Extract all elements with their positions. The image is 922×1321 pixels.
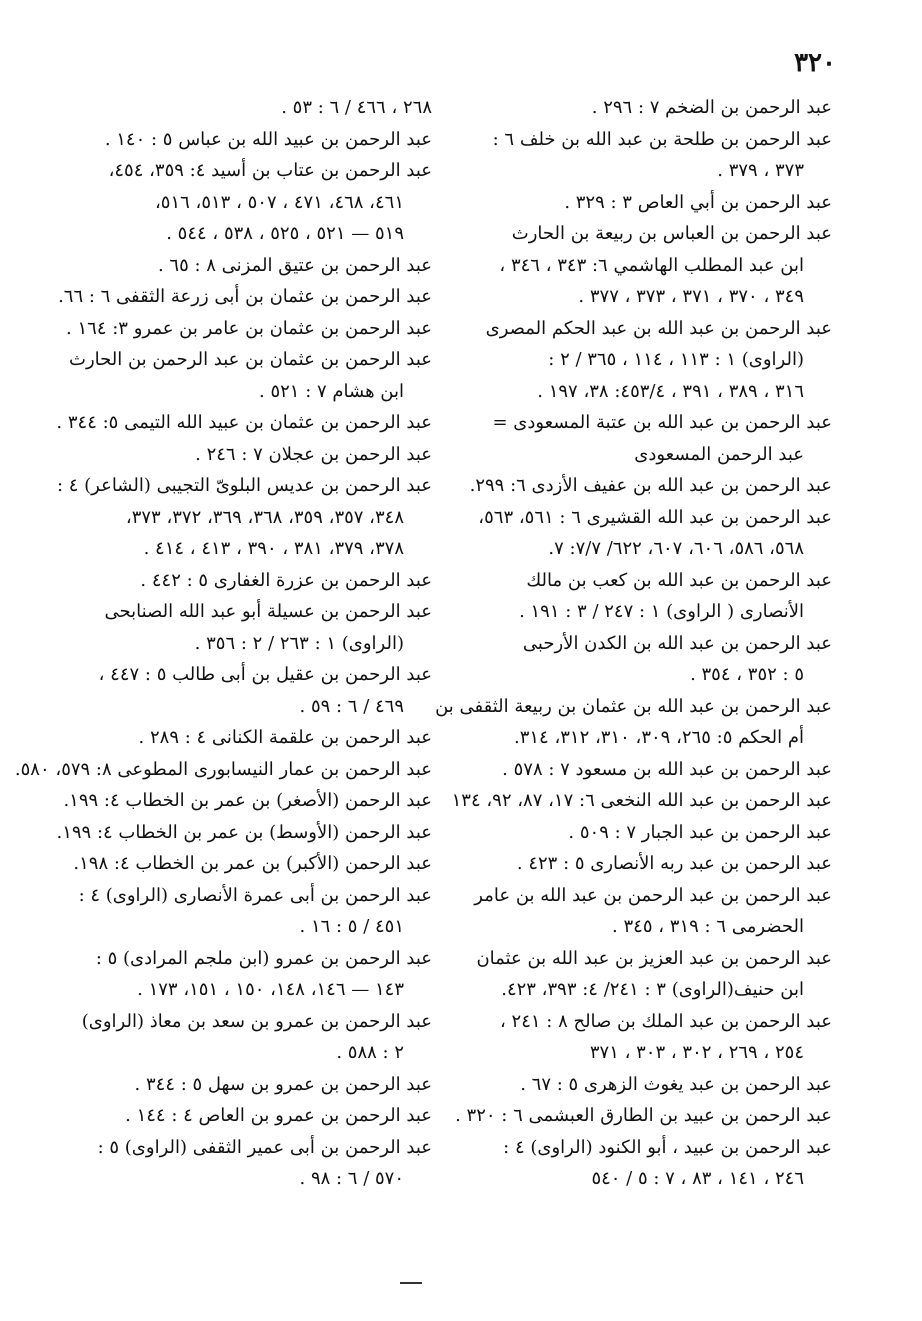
entry-line: عبد الرحمن بن عبد الله بن الكدن الأرحبى: [522, 632, 832, 654]
entry-continuation-line: ابن حنيف(الراوى) ٣ : ٢٤١/ ٤: ٣٩٣، ٤٢٣.: [501, 979, 804, 1000]
index-entry: [435, 691, 832, 754]
entry-line: عبد الرحمن بن عمرو بن سعد بن معاذ (الراوى): [81, 1010, 432, 1032]
index-entry: [464, 313, 832, 408]
entry-line: عبد الرحمن بن عبيد الله بن عباس ٥ : ١٤٠ .: [104, 128, 432, 150]
entry-line: عبد الرحمن (الأوسط) بن عمر بن الخطاب ٤: ١٩٩.: [56, 821, 432, 843]
entry-line: عبد الرحمن بن الضخم ٧ : ٢٩٦ .: [591, 97, 832, 118]
index-entry: [64, 1132, 432, 1195]
index-entry: [464, 124, 832, 187]
index-entry: [64, 1006, 432, 1069]
index-entry: [64, 848, 432, 880]
entry-continuation-line: ٥٦٨، ٥٨٦، ٦٠٦، ٦٠٧، ٦٢٢/ ٧/٧: ٧.: [548, 538, 804, 559]
index-entry: [64, 659, 432, 722]
index-entry: [464, 754, 832, 786]
index-entry: [64, 155, 432, 250]
entry-line: عبد الرحمن بن عمرو (ابن ملجم المرادى) ٥ :: [95, 947, 432, 969]
index-entry: [56, 817, 432, 849]
entry-continuation-line: ٣٤٩ ، ٣٧٠ ، ٣٧١ ، ٣٧٣ ، ٣٧٧ .: [578, 286, 804, 307]
index-entry: [464, 218, 832, 313]
index-entry: [14, 754, 432, 786]
index-entry: [64, 92, 432, 124]
entry-continuation-line: ٣٧٣ ، ٣٧٩ .: [717, 160, 804, 181]
index-entry: [464, 502, 832, 565]
entry-line: عبد الرحمن بن العباس بن ربيعة بن الحارث: [511, 223, 832, 244]
index-entry: [64, 943, 432, 1006]
entry-line: عبد الرحمن بن عبيد بن الطارق العبشمى ٦ : ٣٢٠ .: [455, 1105, 832, 1126]
entry-continuation-line: ٤٥١ / ٥ : ١٦ .: [299, 916, 404, 937]
entry-line: عبد الرحمن بن عبد الله بن عفيف الأزدى ٦: ٢٩٩.: [469, 475, 832, 496]
entry-continuation-line: الأنصارى ( الراوى) ١ : ٢٤٧ / ٣ : ١٩١ .: [519, 601, 804, 622]
entry-line: عبد الرحمن بن عتيق المزنى ٨ : ٦٥ .: [157, 254, 432, 276]
index-entry: [64, 596, 432, 659]
entry-continuation-line: ٤٦٩ / ٦ : ٥٩ .: [299, 695, 404, 717]
index-entry: [464, 470, 832, 502]
entry-line: عبد الرحمن بن عبد الجبار ٧ : ٥٠٩ .: [568, 821, 832, 843]
left-column: [14, 92, 432, 1195]
entry-line: عبد الرحمن بن عبد الله بن عتبة المسعودى =: [492, 412, 832, 433]
entry-continuation-line: ٣١٦ ، ٣٨٩ ، ٣٩١ ، ٤٥٣/٤: ٣٨، ١٩٧ .: [537, 380, 804, 402]
entry-continuation-line: ١٤٣ — ١٤٦، ١٤٨، ١٥٠ ، ١٥١، ١٧٣ .: [137, 979, 404, 1000]
index-entry: [64, 1069, 432, 1101]
entry-line: عبد الرحمن بن عديس البلوىّ التجيبى (الشاعر) ٤ :: [56, 475, 432, 496]
index-entry: [464, 628, 832, 691]
index-entry: [64, 880, 432, 943]
index-entry: [464, 880, 832, 943]
entry-continuation-line: ٤٦١، ٤٦٨، ٤٧١ ، ٥٠٧ ، ٥١٣، ٥١٦،: [154, 191, 404, 213]
index-entry: [64, 439, 432, 471]
right-column: [435, 92, 832, 1195]
entry-continuation-line: أم الحكم ٥: ٢٦٥، ٣٠٩، ٣١٠، ٣١٢، ٣١٤.: [513, 727, 804, 748]
index-entry: [56, 470, 432, 565]
entry-line: عبد الرحمن بن عبد الله بن عثمان بن ربيعة الثقفى بن: [435, 695, 832, 717]
entry-continuation-line: ٢ : ٥٨٨ .: [336, 1042, 404, 1063]
entry-line: عبد الرحمن بن عبد الملك بن صالح ٨ : ٢٤١ ،: [500, 1010, 832, 1032]
index-entry: [464, 92, 832, 124]
entry-line: عبد الرحمن (الأصغر) بن عمر بن الخطاب ٤: ١٩٩.: [63, 790, 432, 811]
entry-continuation-line: (الراوى) ١ : ١١٣ ، ١١٤ ، ٣٦٥ / ٢ :: [548, 349, 804, 370]
entry-continuation-line: ٣٤٨، ٣٥٧، ٣٥٩، ٣٦٨، ٣٦٩، ٣٧٢، ٣٧٣،: [125, 506, 404, 528]
entry-line: عبد الرحمن بن عسيلة أبو عبد الله الصنابحى: [104, 601, 432, 622]
index-entry: [464, 943, 832, 1006]
index-entry: [451, 785, 832, 817]
entry-line: عبد الرحمن بن أبى عمرة الأنصارى (الراوى) ٤ :: [78, 884, 432, 906]
entry-continuation-line: الحضرمى ٦ : ٣١٩ ، ٣٤٥ .: [612, 916, 804, 937]
index-entry: [64, 313, 432, 345]
index-entry: [64, 565, 432, 597]
entry-continuation-line: عبد الرحمن المسعودى: [634, 443, 804, 465]
entry-continuation-line: (الراوى) ١ : ٢٦٣ / ٢ : ٣٥٦ .: [194, 632, 404, 654]
index-entry: [64, 250, 432, 282]
index-entry: [464, 1006, 832, 1069]
entry-line: عبد الرحمن بن عمار النيسابورى المطوعى ٨: ٥٧٩، ٥٨٠.: [14, 758, 432, 780]
entry-line: عبد الرحمن بن عبد العزيز بن عبد الله بن عثمان: [476, 947, 832, 969]
entry-line: عبد الرحمن بن عمرو بن سهل ٥ : ٣٤٤ .: [134, 1073, 432, 1095]
entry-line: عبد الرحمن بن عمرو بن العاص ٤ : ١٤٤ .: [125, 1105, 432, 1126]
entry-line: عبد الرحمن بن عبد الله بن عبد الحكم المصرى: [485, 317, 832, 339]
entry-continuation-line: ٥١٩ — ٥٢١ ، ٥٢٥ ، ٥٣٨ ، ٥٤٤ .: [166, 223, 404, 244]
entry-line: ٢٦٨ ، ٤٦٦ / ٦ : ٥٣ .: [281, 97, 432, 118]
entry-line: عبد الرحمن بن عبد الرحمن بن عبد الله بن عامر: [474, 884, 832, 906]
index-entry: [464, 848, 832, 880]
entry-line: عبد الرحمن بن عبد الله القشيرى ٦ : ٥٦١، ٥٦٣،: [478, 506, 832, 528]
index-entry: [464, 1069, 832, 1101]
index-entry: [64, 124, 432, 156]
entry-line: عبد الرحمن بن عقيل بن أبى طالب ٥ : ٤٤٧ ،: [98, 664, 432, 685]
entry-line: عبد الرحمن بن عثمان بن أبى زرعة الثقفى ٦ : ٦٦.: [58, 286, 432, 307]
entry-line: عبد الرحمن بن عبد ربه الأنصارى ٥ : ٤٢٣ .: [516, 853, 832, 874]
entry-line: عبد الرحمن بن علقمة الكنانى ٤ : ٢٨٩ .: [138, 727, 432, 748]
index-entry: [64, 344, 432, 407]
entry-line: عبد الرحمن بن عثمان بن عامر بن عمرو ٣: ١٦٤ .: [66, 317, 432, 339]
index-entry: [56, 407, 432, 439]
entry-line: عبد الرحمن بن عبد الله النخعى ٦: ١٧، ٨٧، ٩٢، ١٣٤: [451, 790, 832, 811]
entry-continuation-line: ابن هشام ٧ : ٥٢١ .: [259, 380, 404, 402]
index-entry: [464, 1132, 832, 1195]
entry-continuation-line: ٢٤٦ ، ١٤١ ، ٨٣ ، ٧ : ٥ / ٥٤٠: [591, 1168, 804, 1189]
entry-continuation-line: ابن عبد المطلب الهاشمي ٦: ٣٤٣ ، ٣٤٦ ،: [499, 254, 804, 276]
entry-line: عبد الرحمن بن طلحة بن عبد الله بن خلف ٦ :: [492, 128, 832, 150]
footer-mark: [400, 1282, 422, 1284]
entry-line: عبد الرحمن بن عتاب بن أسيد ٤: ٣٥٩، ٤٥٤،: [108, 160, 432, 181]
entry-continuation-line: ٥٧٠ / ٦ : ٩٨ .: [299, 1168, 404, 1189]
entry-line: عبد الرحمن (الأكبر) بن عمر بن الخطاب ٤: ١٩٨.: [73, 853, 432, 874]
entry-line: عبد الرحمن بن عثمان بن عبد الرحمن بن الحارث: [69, 349, 432, 370]
entry-continuation-line: ٥ : ٣٥٢ ، ٣٥٤ .: [690, 664, 804, 685]
index-entry: [64, 722, 432, 754]
entry-line: عبد الرحمن بن عبد يغوث الزهرى ٥ : ٦٧ .: [520, 1073, 832, 1095]
index-entry: [464, 817, 832, 849]
index-entry: [58, 281, 432, 313]
entry-continuation-line: ٣٧٨، ٣٧٩، ٣٨١ ، ٣٩٠ ، ٤١٣ ، ٤١٤ .: [143, 538, 404, 559]
entry-continuation-line: ٢٥٤ ، ٢٦٩ ، ٣٠٢ ، ٣٠٣ ، ٣٧١: [589, 1042, 804, 1063]
entry-line: عبد الرحمن بن أبي العاص ٣ : ٣٢٩ .: [564, 191, 832, 213]
index-entry: [464, 565, 832, 628]
entry-line: عبد الرحمن بن عبد الله بن مسعود ٧ : ٥٧٨ .: [502, 758, 832, 780]
index-entry: [464, 407, 832, 470]
page-number: ٣٢٠: [794, 48, 836, 78]
index-entry: [455, 1100, 832, 1132]
index-entry: [464, 187, 832, 219]
entry-line: عبد الرحمن بن عجلان ٧ : ٢٤٦ .: [195, 443, 432, 465]
index-entry: [64, 785, 432, 817]
entry-line: عبد الرحمن بن عزرة الغفارى ٥ : ٤٤٢ .: [140, 569, 432, 591]
index-entry: [64, 1100, 432, 1132]
entry-line: عبد الرحمن بن عبيد ، أبو الكنود (الراوى) ٤ :: [503, 1136, 832, 1158]
entry-line: عبد الرحمن بن أبى عمير الثقفى (الراوى) ٥ :: [97, 1136, 432, 1158]
entry-line: عبد الرحمن بن عبد الله بن كعب بن مالك: [526, 569, 832, 591]
entry-line: عبد الرحمن بن عثمان بن عبيد الله التيمى ٥: ٣٤٤ .: [56, 412, 432, 433]
